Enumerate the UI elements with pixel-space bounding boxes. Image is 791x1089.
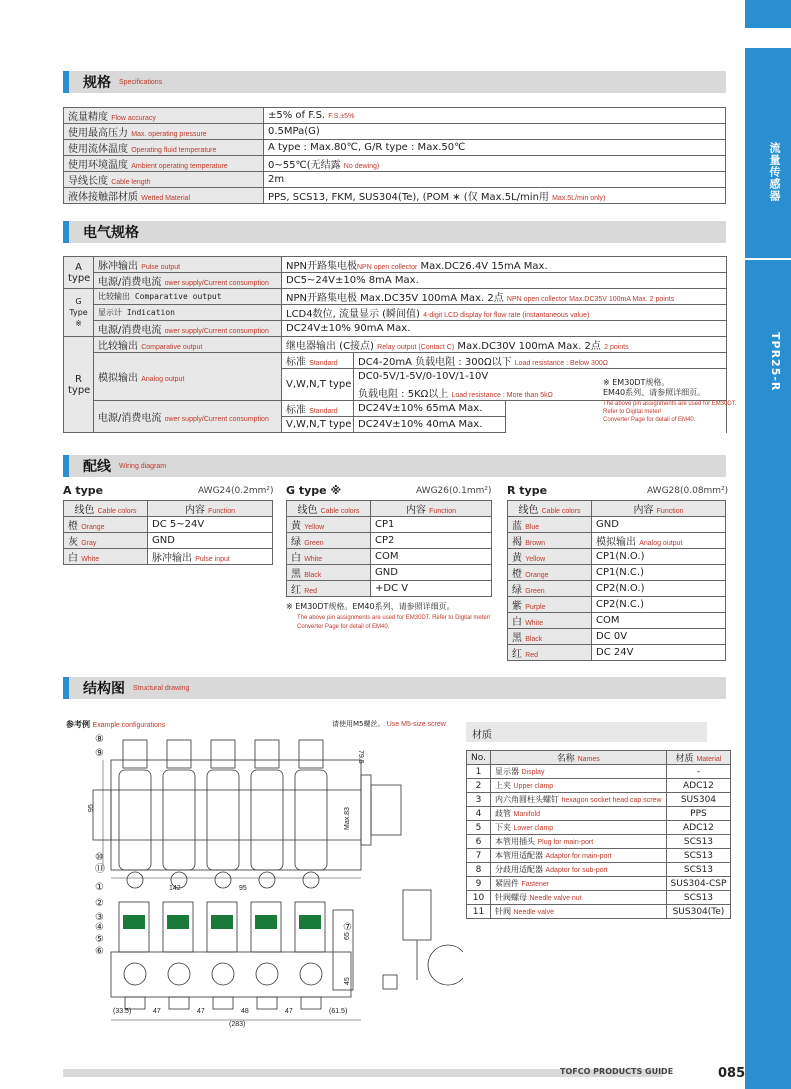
cable-function: GND: [592, 517, 726, 533]
hdr-color: 线色 Cable colors: [508, 501, 592, 517]
cable-function: CP2(N.C.): [592, 597, 726, 613]
callout-4: ④: [95, 922, 104, 933]
part-no: 3: [467, 793, 491, 807]
callout-1: ①: [95, 882, 104, 893]
wiring-header: [287, 501, 492, 517]
spec-row: [64, 108, 726, 124]
elec-val: DC24V±10% 90mA Max.: [282, 321, 727, 337]
parts-row: [467, 891, 731, 905]
wiring-table-a: [63, 500, 273, 565]
spec-key: 使用最高压力 Max. operating pressure: [64, 124, 264, 140]
section-spec-header: [63, 71, 726, 93]
dim-b1: (33.5): [113, 1008, 132, 1015]
part-name: 内六角圆柱头螺钉 hexagon socket head cap screw: [490, 793, 666, 807]
callout-8: ⑧: [95, 734, 104, 745]
r-awg: AWG28(0.08mm²): [647, 486, 729, 496]
wiring-row: [508, 645, 726, 661]
part-material: SUS304: [666, 793, 731, 807]
part-material: SCS13: [666, 891, 731, 905]
std-label: 标准 Standard: [282, 401, 354, 417]
part-name: 歧管 Manifold: [490, 807, 666, 821]
cable-color: 红 Red: [287, 581, 371, 597]
dim-b4: 48: [241, 1008, 249, 1015]
cable-color: 橙 Orange: [64, 517, 148, 533]
cable-color: 黑 Black: [287, 565, 371, 581]
cable-color: 白 White: [64, 549, 148, 565]
cable-function: GND: [148, 533, 273, 549]
spec-key: 液体接触部材质 Wetted Material: [64, 188, 264, 204]
elec-key: 模拟输出 Analog output: [94, 353, 282, 401]
elec-key: 电源/消费电流 ower supply/Current consumption: [94, 321, 282, 337]
parts-row: [467, 849, 731, 863]
hdr-function: 内容 Function: [371, 501, 492, 517]
cable-function: COM: [592, 613, 726, 629]
a-awg: AWG24(0.2mm²): [198, 486, 274, 496]
spec-key: 导线长度 Cable length: [64, 172, 264, 188]
cable-color: 灰 Gray: [64, 533, 148, 549]
part-material: ADC12: [666, 821, 731, 835]
elec-key: 电源/消费电流 ower supply/Current consumption: [94, 401, 282, 433]
part-material: ADC12: [666, 779, 731, 793]
part-no: 1: [467, 765, 491, 779]
callout-11: ⑪: [95, 864, 105, 875]
parts-row: [467, 779, 731, 793]
cable-function: 脉冲输出 Pulse input: [148, 549, 273, 565]
a-type-title: A type: [63, 484, 104, 497]
part-material: SCS13: [666, 863, 731, 877]
parts-row: [467, 905, 731, 919]
wiring-table-r: [507, 500, 726, 661]
part-no: 8: [467, 863, 491, 877]
hdr-function: 内容 Function: [148, 501, 273, 517]
side-tab-top: [745, 0, 791, 28]
elec-val: DC5~24V±10% 8mA Max.: [282, 273, 727, 289]
vwnt-label: V,W,N,T type: [282, 369, 354, 401]
cable-function: CP1: [371, 517, 492, 533]
a-type-label: A type: [64, 257, 94, 289]
std-label: 标准 Standard: [282, 353, 354, 369]
dim-b2: 47: [153, 1008, 161, 1015]
section-elec-header: [63, 221, 726, 243]
hdr-function: 内容 Function: [592, 501, 726, 517]
section-title: 配线: [83, 459, 111, 475]
elec-val: DC4-20mA 负载电阻 : 300Ω以下 Load resistance : Below 300Ω: [354, 353, 727, 369]
elec-val: LCD4数位, 流量显示 (瞬间值) 4-digit LCD display for flow rate (instantaneous value): [282, 305, 727, 321]
cable-color: 黄 Yellow: [508, 549, 592, 565]
part-material: SUS304-CSP: [666, 877, 731, 891]
cable-function: DC 5~24V: [148, 517, 273, 533]
part-name: 紧固件 Fastener: [490, 877, 666, 891]
elec-key: 比较输出 Comparative output: [94, 289, 282, 305]
section-struct-header: [63, 677, 726, 699]
callout-7: ⑦: [343, 922, 352, 933]
g-note-cn: ※ EM30DT规格。EM40系列、请参照详细页。: [286, 602, 455, 611]
spec-value: 0.5MPa(G): [264, 124, 726, 140]
dim-b5: 47: [285, 1008, 293, 1015]
cable-function: DC 0V: [592, 629, 726, 645]
wiring-row: [64, 517, 273, 533]
parts-row: [467, 863, 731, 877]
parts-row: [467, 835, 731, 849]
part-no: 7: [467, 849, 491, 863]
wiring-row: [508, 549, 726, 565]
hdr-no: No.: [467, 751, 491, 765]
cable-color: 褐 Brown: [508, 533, 592, 549]
elec-val: DC24V±10% 65mA Max.: [354, 401, 506, 417]
part-name: 下夹 Lower clamp: [490, 821, 666, 835]
elec-val: 负载电阻 : 5KΩ以上 Load resistance : More than 5kΩ: [354, 385, 727, 401]
section-title: 电气规格: [83, 225, 139, 241]
section-wiring-header: [63, 455, 726, 477]
callout-3: ③: [95, 912, 104, 923]
part-no: 4: [467, 807, 491, 821]
parts-row: [467, 765, 731, 779]
screw-note: 请使用M5螺丝。 Use M5-size screw: [332, 720, 446, 728]
dim-95b: 95: [239, 885, 247, 892]
cable-color: 绿 Green: [287, 533, 371, 549]
elec-note-en: The above pin assignments are used for EM30DT. Refer to Digital meter/ Converter Page for detail of EM40.: [603, 401, 737, 423]
cable-color: 白 White: [287, 549, 371, 565]
wiring-row: [508, 565, 726, 581]
cable-function: +DC V: [371, 581, 492, 597]
cable-color: 白 White: [508, 613, 592, 629]
cable-color: 黄 Yellow: [287, 517, 371, 533]
wiring-row: [287, 581, 492, 597]
part-material: SCS13: [666, 835, 731, 849]
r-type-title: R type: [507, 484, 548, 497]
elec-val: NPN开路集电极 Max.DC35V 100mA Max. 2点 NPN open collector Max.DC35V 100mA Max. 2 points: [282, 289, 727, 305]
section-subtitle: Structural drawing: [133, 684, 190, 692]
cable-function: CP1(N.O.): [592, 549, 726, 565]
spec-row: [64, 156, 726, 172]
part-material: SCS13: [666, 849, 731, 863]
part-name: 针阀 Needle valve: [490, 905, 666, 919]
part-name: 显示器 Display: [490, 765, 666, 779]
elec-note-cn: ※ EM30DT规格。 EM40系列、请参照详细页。: [603, 378, 706, 397]
hdr-name: 名称 Names: [490, 751, 666, 765]
cable-function: CP2(N.O.): [592, 581, 726, 597]
wiring-row: [287, 549, 492, 565]
spec-value: 2m: [264, 172, 726, 188]
cable-color: 紫 Purple: [508, 597, 592, 613]
parts-row: [467, 793, 731, 807]
part-no: 6: [467, 835, 491, 849]
cable-function: COM: [371, 549, 492, 565]
ref-label: 参考例 Example configurations: [66, 720, 166, 729]
materials-table: [466, 750, 731, 919]
wiring-header: [508, 501, 726, 517]
cable-function: CP2: [371, 533, 492, 549]
dim-795: 79.5: [357, 750, 364, 764]
callout-10: ⑩: [95, 852, 104, 863]
hdr-color: 线色 Cable colors: [64, 501, 148, 517]
side-divider: [745, 258, 791, 260]
wiring-row: [508, 597, 726, 613]
dim-95: 95: [88, 804, 95, 812]
callout-5: ⑤: [95, 934, 104, 945]
parts-header: [467, 751, 731, 765]
wiring-row: [508, 517, 726, 533]
wiring-row: [64, 549, 273, 565]
part-name: 本管用适配器 Adaptor for main-port: [490, 849, 666, 863]
callout-2: ②: [95, 898, 104, 909]
spec-row: [64, 140, 726, 156]
dim-b6: (61.5): [329, 1008, 348, 1015]
callout-6: ⑥: [95, 946, 104, 957]
cable-function: CP1(N.C.): [592, 565, 726, 581]
dim-btot: (283): [229, 1021, 246, 1028]
spec-row: [64, 124, 726, 140]
section-title: 规格: [83, 75, 111, 91]
part-no: 2: [467, 779, 491, 793]
g-note-en: The above pin assignments are used for EM30DT. Refer to Digital meter/ Converter Page for detail of EM40.: [297, 615, 491, 630]
section-subtitle: Wiring diagram: [119, 462, 167, 470]
spec-key: 使用流体温度 Operating fluid temperature: [64, 140, 264, 156]
cable-function: GND: [371, 565, 492, 581]
parts-row: [467, 877, 731, 891]
dim-65: 65: [344, 932, 351, 940]
dim-45: 45: [344, 977, 351, 985]
spec-row: [64, 172, 726, 188]
spec-value: PPS, SCS13, FKM, SUS304(Te), (POM ∗ (仅 Max.5L/min用 Max.5L/min only): [264, 188, 726, 204]
part-material: SUS304(Te): [666, 905, 731, 919]
section-title: 结构图: [83, 681, 125, 697]
wiring-header: [64, 501, 273, 517]
spec-value: ±5% of F.S. F.S.±5%: [264, 108, 726, 124]
wiring-row: [508, 581, 726, 597]
elec-key: 脉冲输出 Pulse output: [94, 257, 282, 273]
parts-row: [467, 807, 731, 821]
spec-key: 流量精度 Flow accuracy: [64, 108, 264, 124]
wiring-row: [287, 565, 492, 581]
vwnt-label: V,W,N,T type: [282, 417, 354, 433]
cable-color: 蓝 Blue: [508, 517, 592, 533]
materials-title: 材质: [466, 722, 707, 742]
elec-val: 继电器输出 (C接点) Relay output (Contact C) Max.DC30V 100mA Max. 2点 2 points: [282, 337, 727, 353]
part-no: 11: [467, 905, 491, 919]
elec-key: 显示计 Indication: [94, 305, 282, 321]
wiring-row: [287, 517, 492, 533]
part-no: 10: [467, 891, 491, 905]
wiring-row: [287, 533, 492, 549]
cable-color: 红 Red: [508, 645, 592, 661]
dim-142: 142: [169, 885, 181, 892]
g-type-label: G Type ※: [64, 289, 94, 337]
parts-row: [467, 821, 731, 835]
elec-key: 电源/消费电流 ower supply/Current consumption: [94, 273, 282, 289]
spec-key: 使用环境温度 Ambient operating temperature: [64, 156, 264, 172]
cable-color: 绿 Green: [508, 581, 592, 597]
cable-color: 橙 Orange: [508, 565, 592, 581]
elec-val: NPN开路集电极NPN open collector Max.DC26.4V 15mA Max.: [282, 257, 727, 273]
wiring-row: [508, 629, 726, 645]
spec-row: [64, 188, 726, 204]
cable-function: 模拟输出 Analog output: [592, 533, 726, 549]
elec-key: 比较输出 Comparative output: [94, 337, 282, 353]
footer-guide: TOFCO PRODUCTS GUIDE: [560, 1067, 674, 1076]
part-no: 9: [467, 877, 491, 891]
elec-val: DC24V±10% 40mA Max.: [354, 417, 506, 433]
sidebar-category: 流量传感器: [768, 142, 781, 202]
dim-b3: 47: [197, 1008, 205, 1015]
part-name: 上夹 Upper clamp: [490, 779, 666, 793]
elec-val: DC0-5V/1-5V/0-10V/1-10V: [354, 369, 727, 385]
part-no: 5: [467, 821, 491, 835]
hdr-color: 线色 Cable colors: [287, 501, 371, 517]
side-product-tab: TPR25-R: [769, 332, 782, 392]
wiring-row: [64, 533, 273, 549]
part-material: -: [666, 765, 731, 779]
wiring-row: [508, 613, 726, 629]
spec-table: [63, 107, 726, 204]
spec-value: A type : Max.80℃, G/R type : Max.50℃: [264, 140, 726, 156]
wiring-table-g: [286, 500, 492, 597]
section-subtitle: Specifications: [119, 78, 163, 86]
part-name: 分歧用适配器 Adaptor for sub-port: [490, 863, 666, 877]
wiring-row: [508, 533, 726, 549]
g-awg: AWG26(0.1mm²): [416, 486, 492, 496]
structural-drawing: [63, 730, 463, 1030]
r-type-label: R type: [64, 337, 94, 433]
cable-function: DC 24V: [592, 645, 726, 661]
hdr-material: 材质 Material: [666, 751, 731, 765]
part-material: PPS: [666, 807, 731, 821]
side-band: [745, 48, 791, 1089]
callout-9: ⑨: [95, 748, 104, 759]
part-name: 针阀螺母 Needle valve nut: [490, 891, 666, 905]
page-number: 085: [718, 1066, 746, 1081]
g-type-title: G type ※: [286, 484, 342, 497]
dim-max: Max.83: [344, 807, 351, 830]
cable-color: 黑 Black: [508, 629, 592, 645]
part-name: 本管用插头 Plug for main-port: [490, 835, 666, 849]
spec-value: 0~55℃(无结露 No dewing): [264, 156, 726, 172]
